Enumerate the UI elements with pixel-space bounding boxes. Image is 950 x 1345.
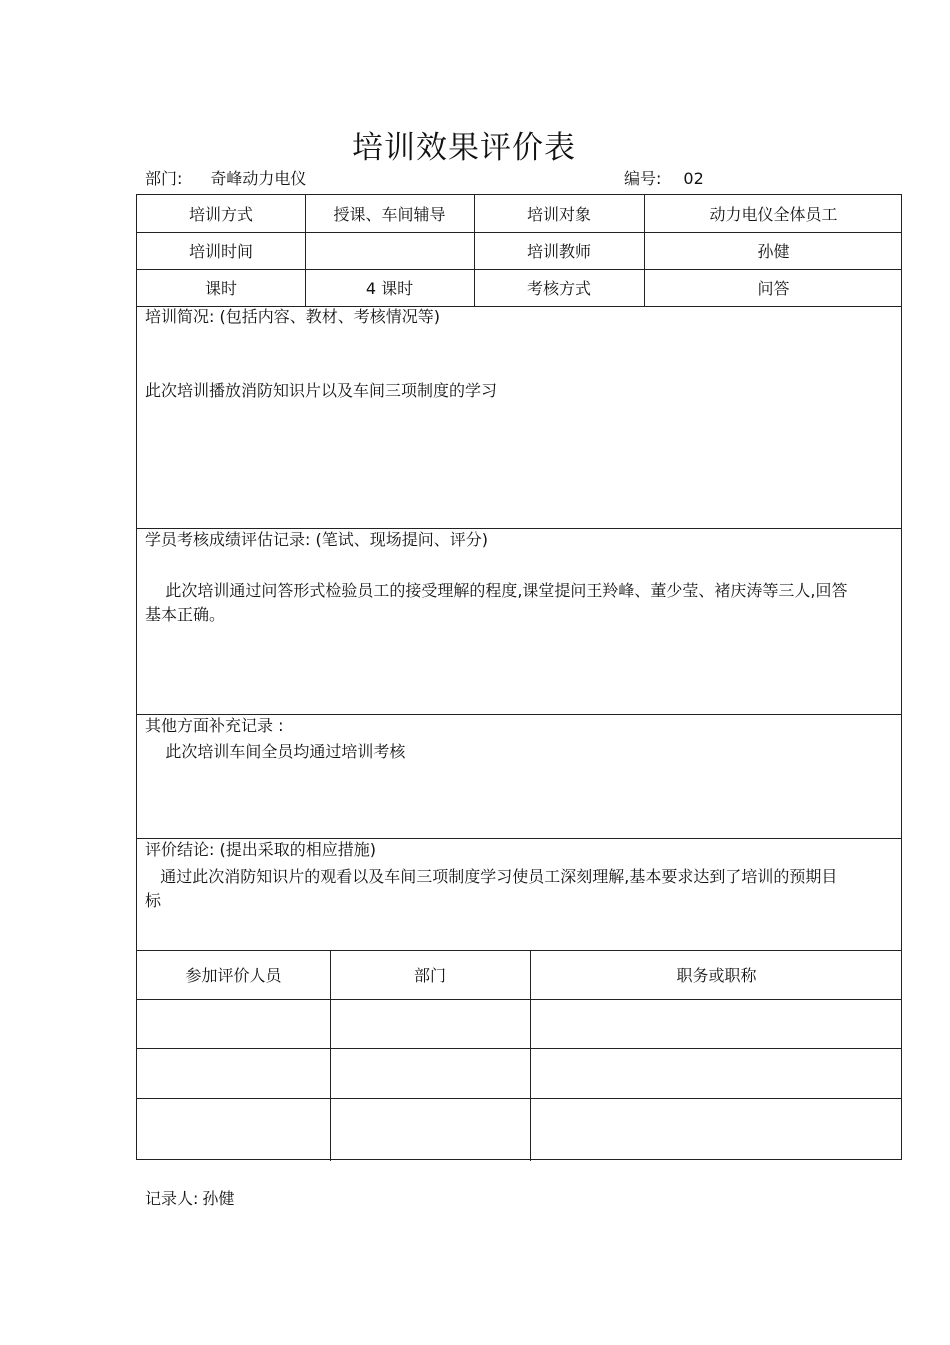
info-cell: 培训时间 [188, 242, 253, 261]
info-cell: 动力电仪全体员工 [709, 205, 838, 224]
recorder-label: 记录人: [145, 1189, 199, 1208]
info-cell: 培训方式 [188, 205, 253, 224]
evaluator-header-cell: 参加评价人员 [185, 966, 282, 985]
other-body: 此次培训车间全员均通过培训考核 [145, 742, 406, 761]
info-cell: 课时 [204, 279, 237, 298]
assessment-label: 学员考核成绩评估记录: (笔试、现场提问、评分) [145, 530, 488, 549]
number-header [624, 168, 704, 190]
page-title: 培训效果评价表 [352, 130, 576, 166]
table-row [530, 1098, 903, 1160]
info-cell: 4 课时 [365, 279, 414, 298]
recorder-line [145, 1188, 234, 1210]
evaluator-header-cell: 职务或职称 [676, 966, 757, 985]
info-cell: 培训教师 [526, 242, 591, 261]
table-row [330, 999, 530, 1048]
number-value: 02 [683, 169, 704, 188]
table-row [330, 1048, 530, 1098]
department-value: 奇峰动力电仪 [210, 169, 307, 188]
table-row [137, 1048, 330, 1098]
evaluation-form [136, 194, 902, 1160]
conclusion-body: 通过此次消防知识片的观看以及车间三项制度学习使员工深刻理解,基本要求达到了培训的预期目标 [145, 867, 838, 910]
number-label: 编号: [624, 169, 662, 188]
info-cell: 培训对象 [526, 205, 591, 224]
table-row [530, 999, 903, 1048]
evaluator-header-cell: 部门 [413, 966, 446, 985]
table-row [330, 1098, 530, 1160]
department-header [145, 168, 306, 190]
info-cell [305, 232, 474, 269]
overview-label: 培训简况: (包括内容、教材、考核情况等) [145, 307, 440, 326]
other-label: 其他方面补充记录 : [145, 716, 284, 735]
assessment-body: 此次培训通过问答形式检验员工的接受理解的程度,课堂提问王羚峰、董少莹、褚庆涛等三人,回答基本正确。 [145, 581, 848, 624]
conclusion-label: 评价结论: (提出采取的相应措施) [145, 840, 376, 859]
department-label: 部门: [145, 169, 183, 188]
recorder-value: 孙健 [202, 1189, 235, 1208]
table-row [137, 1098, 330, 1160]
table-row [530, 1048, 903, 1098]
info-cell: 授课、车间辅导 [333, 205, 446, 224]
info-cell: 考核方式 [526, 279, 591, 298]
info-cell: 问答 [757, 279, 790, 298]
overview-body: 此次培训播放消防知识片以及车间三项制度的学习 [145, 381, 498, 400]
table-row [137, 999, 330, 1048]
info-cell: 孙健 [757, 242, 790, 261]
